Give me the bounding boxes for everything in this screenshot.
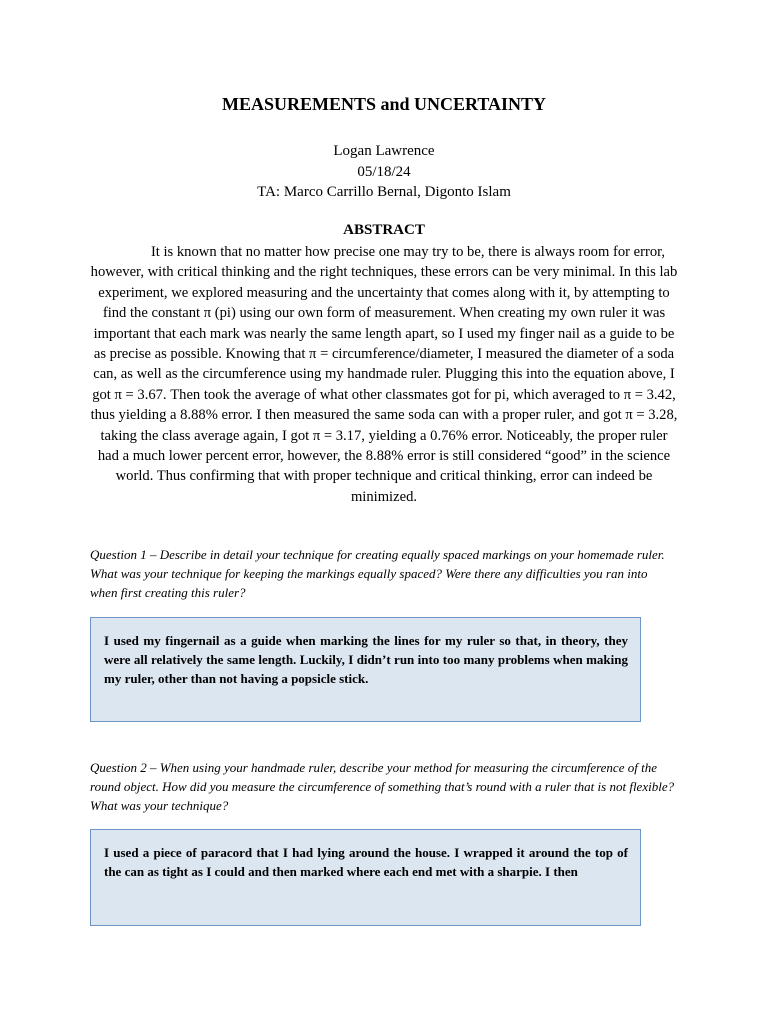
answer-2-text: I used a piece of paracord that I had lying around the house. I wrapped it around the top of the can as tight as I could and then marked where each end met with a sharpie. I then xyxy=(104,845,628,879)
abstract-paragraph xyxy=(90,242,678,507)
answer-box-2 xyxy=(90,829,641,926)
document-title: MEASUREMENTS and UNCERTAINTY xyxy=(221,94,547,114)
teaching-assistants: TA: Marco Carrillo Bernal, Digonto Islam xyxy=(257,184,511,200)
author-name: Logan Lawrence xyxy=(333,143,435,159)
document-date: 05/18/24 xyxy=(357,163,411,180)
answer-1-text: I used my fingernail as a guide when marking the lines for my ruler so that, in theory, they were all relatively the same length. Luckily, I didn’t run into too many problems when making my ruler, other than not having a popsicle stick. xyxy=(104,633,628,686)
answer-box-1 xyxy=(90,617,641,722)
question-1: Question 1 – Describe in detail your technique for creating equally spaced markings on your homemade ruler. What was your technique for keeping the markings equally spaced? Were there any difficulties you ran into when first creating this ruler? xyxy=(90,547,665,600)
abstract-text: It is known that no matter how precise one may try to be, there is always room for error, however, with critical thinking and the right techniques, these errors can be very minimal. In this lab experiment, we explored measuring and the uncertainty that comes along with it, by attempting to find the constant π (pi) using our own form of measurement. When creating my own ruler it was important that each mark was nearly the same length apart, so I used my finger nail as a guide to be as precise as possible. Knowing that π = circumference/diameter, I measured the diameter of a soda can, as well as the circumference using my handmade ruler. Plugging this into the equation above, I got π = 3.67. Then took the average of what other classmates got for pi, which averaged to π = 3.42, thus yielding a 8.88% error. I then measured the same soda can with a proper ruler, and got π = 3.28, taking the class average again, I got π = 3.17, yielding a 0.76% error. Noticeably, the proper ruler had a much lower percent error, however, the 8.88% error is still considered “good” in the science world. Thus confirming that with proper technique and critical thinking, error can indeed be minimized. xyxy=(90,244,678,505)
abstract-heading: ABSTRACT xyxy=(343,222,425,238)
author-block xyxy=(0,141,768,203)
question-2: Question 2 – When using your handmade ruler, describe your method for measuring the circumference of the round object. How did you measure the circumference of something that’s round with a ruler that is not flexible? What was your technique? xyxy=(90,760,675,813)
